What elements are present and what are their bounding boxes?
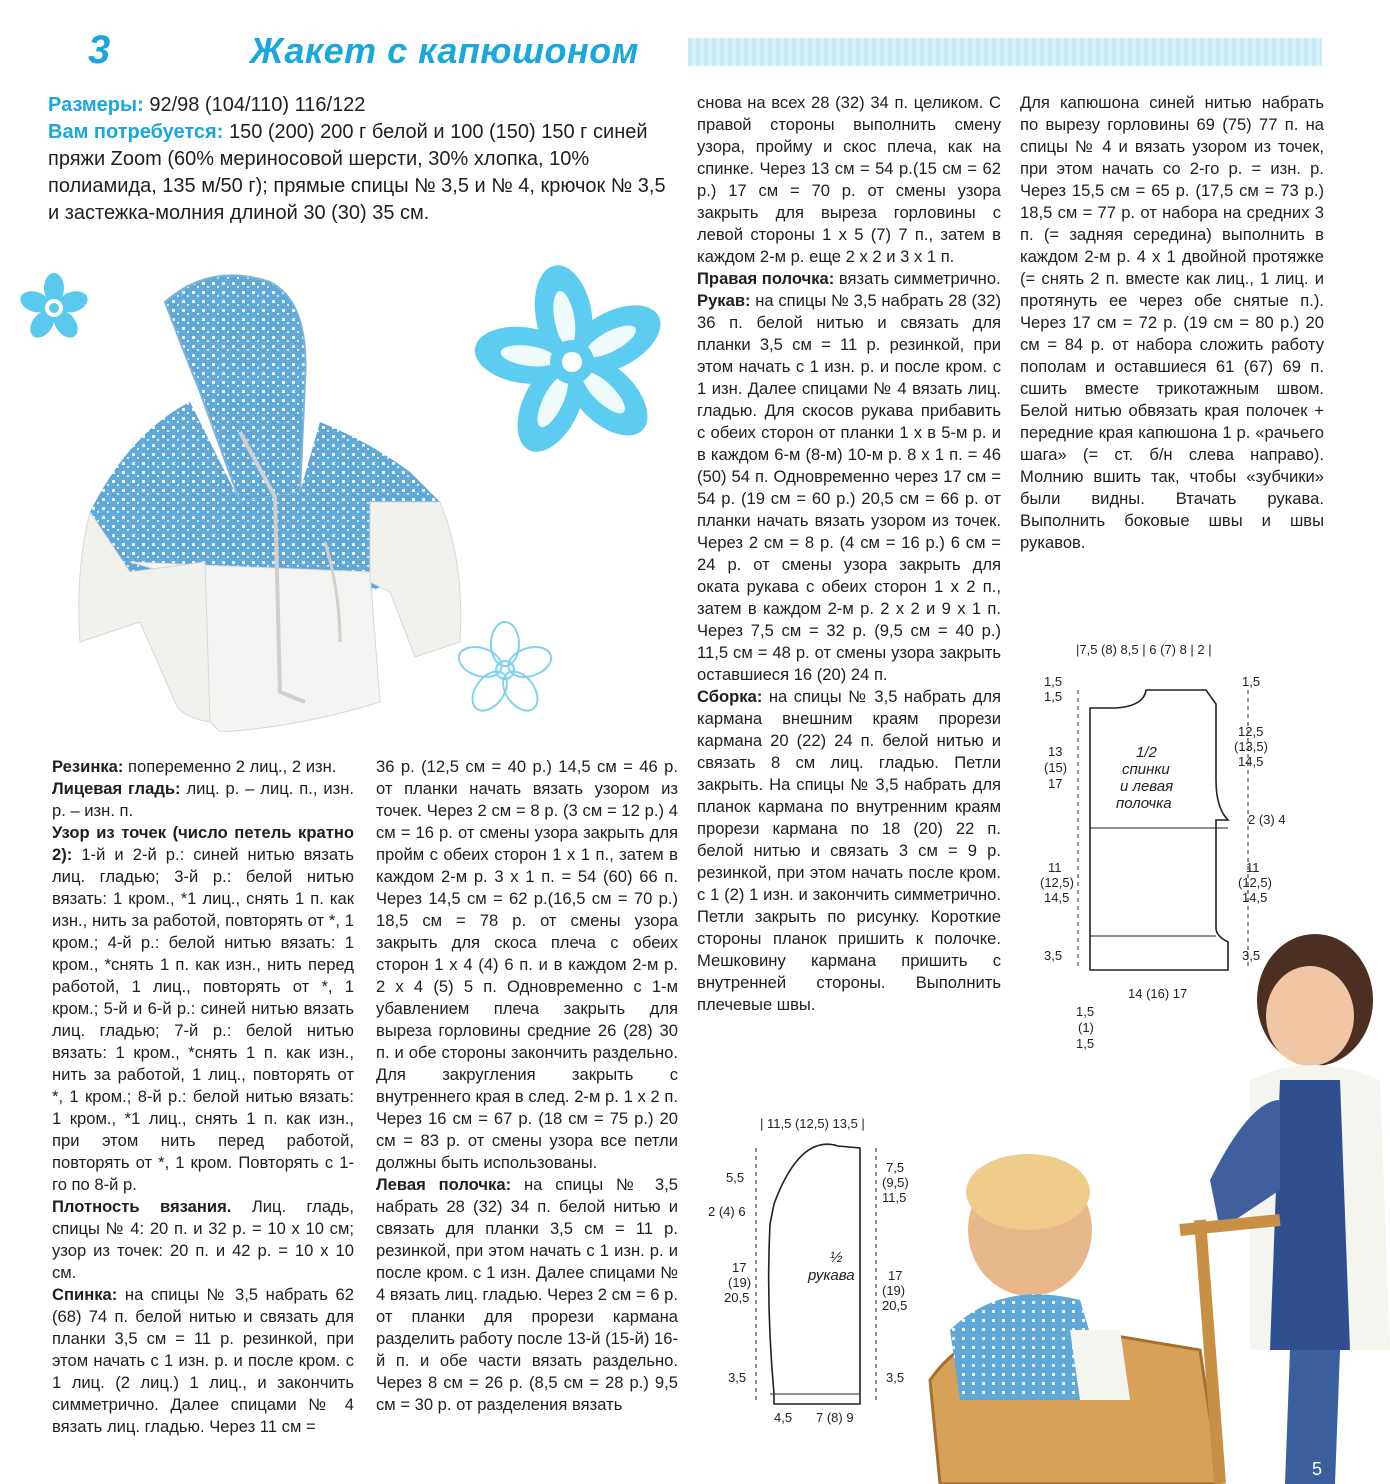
column-2 xyxy=(376,756,678,1416)
body-left-top2: 1,5 xyxy=(1044,689,1063,704)
sleeve-schematic xyxy=(700,1104,940,1434)
right-front-label: Правая полочка: xyxy=(697,269,835,288)
need-label: Вам потребуется: xyxy=(48,121,224,143)
body-left-bottom: 3,5 xyxy=(1044,948,1063,963)
sleeve-right-1-2: (9,5) xyxy=(882,1175,909,1190)
sleeve-left-4: 3,5 xyxy=(728,1370,747,1385)
sleeve-left-1: 5,5 xyxy=(726,1170,745,1185)
body-left-lower-2: (12,5) xyxy=(1040,875,1074,890)
sleeve-left-3-2: (19) xyxy=(728,1275,752,1290)
body-left-upper-2: (15) xyxy=(1044,760,1068,775)
large-flower-icon xyxy=(470,262,675,462)
sleeve-right-2-1: 17 xyxy=(888,1268,903,1283)
body-right-lower-1: 11 xyxy=(1246,860,1260,875)
sleeve-right-1-1: 7,5 xyxy=(886,1160,905,1175)
right-front-text: вязать симметрично. xyxy=(838,269,1001,288)
body-right-upper-2: (13,5) xyxy=(1234,739,1268,754)
column-4 xyxy=(1020,92,1324,554)
body-right-lower-2: (12,5) xyxy=(1238,875,1272,890)
stockinette-text: лиц. р. – лиц. п., изн. р. – изн. п. xyxy=(52,779,354,820)
sleeve-top-measure: | 11,5 (12,5) 13,5 | xyxy=(760,1116,865,1131)
children-photo xyxy=(920,930,1390,1484)
body-left-top1: 1,5 xyxy=(1044,674,1063,689)
back-label: Спинка: xyxy=(52,1285,118,1304)
sleeve-right-1-3: 11,5 xyxy=(882,1190,907,1205)
left-front-label: Левая полочка: xyxy=(376,1175,512,1194)
sleeve-left-3-1: 17 xyxy=(732,1260,747,1275)
sleeve-label-2: рукава xyxy=(808,1267,855,1284)
stockinette-label: Лицевая гладь: xyxy=(52,779,181,798)
sleeve-right-2-2: (19) xyxy=(882,1283,906,1298)
body-label-1: 1/2 xyxy=(1136,744,1157,761)
body-right-mid: 2 (3) 4 xyxy=(1248,812,1286,827)
rib-label: Резинка: xyxy=(52,757,124,776)
assembly-label: Сборка: xyxy=(697,687,763,706)
body-top-measure: |7,5 (8) 8,5 | 6 (7) 8 | 2 | xyxy=(1076,642,1212,657)
body-left-lower-1: 11 xyxy=(1048,860,1062,875)
body-label-2: спинки xyxy=(1122,761,1170,778)
assembly-text: на спицы № 3,5 набрать для кармана внешним краям прорези кармана 20 (22) 24 п. белой нитью и связать 8 см лиц. гладью. Петли закрыть. На спицы № 3,5 набрать для планок кармана по внутренним краям прорези кармана по 18 (20) 22 п. белой нитью и связать 3 см = 9 р. резинкой, при этом начать после кром. с 1 (2) 1 изн. и закончить симметрично. Петли закрыть по рисунку. Короткие стороны планок пришить к полочке. Мешковину кармана пришить с внутренней стороны. Выполнить плечевые швы. xyxy=(697,687,1001,1014)
body-left-upper-3: 17 xyxy=(1048,776,1063,791)
intro-block xyxy=(48,92,668,227)
column-1 xyxy=(52,756,354,1438)
sleeve-bottom-2: 7 (8) 9 xyxy=(816,1410,854,1425)
sleeve-left-2: 2 (4) 6 xyxy=(708,1204,746,1219)
header-band xyxy=(688,38,1322,66)
sleeve-left-3-3: 20,5 xyxy=(724,1290,750,1305)
col3-text: снова на всех 28 (32) 34 п. целиком. С правой стороны выполнить смену узора, пройму и скос плеча, как на спинке. Через 13 см = 54 р.(15 см = 62 р.) 17 см = 70 р. от смены узора закрыть для выреза горловины с левой стороны 1 х 5 (7) 7 п., затем в каждом 2-м р. еще 2 х 2 и 3 х 1 п. xyxy=(697,93,1001,266)
sizes-label: Размеры: xyxy=(48,94,144,116)
page-title: Жакет с капюшоном xyxy=(250,30,639,71)
col2-text: 36 р. (12,5 см = 40 р.) 14,5 см = 46 р. от планки начать вязать узором из точек. Через 2 см = 8 р. (3 см = 12 р.) 4 см = 16 р. от смены узора закрыть для пройм с обеих сторон 1 х 1 п., затем в каждом 2-м р. 3 х 1 п. = 54 (60) 66 п. Через 14,5 см = 62 р.(16,5 см = 70 р.) 18,5 см = 78 р. от смены узора закрыть для скоса плеча с обеих сторон 1 х 4 (4) 6 п. и в каждом 2-м р. 2 х 4 (5) 5 п. Одновременно с 1-м убавлением плеча закрыть для выреза горловины средние 26 (28) 30 п. и обе стороны закончить раздельно. Для закругления закрыть с внутреннего края в след. 2-м р. 1 х 2 п. Через 16 см = 67 р. (18 см = 75 р.) 20 см = 83 р. от смены узора все петли должны быть использованы. xyxy=(376,757,678,1172)
sleeve-label-1: ½ xyxy=(830,1249,843,1266)
body-label-4: полочка xyxy=(1116,795,1172,812)
pattern-number: 3 xyxy=(88,28,111,72)
sleeve-text: на спицы № 3,5 набрать 28 (32) 36 п. белой нитью и связать для планки 3,5 см = 11 р. резинкой, при этом начать с 1 изн. р. и после кром. с 1 изн. Далее спицами № 4 вязать лиц. гладью. Для скосов рукава прибавить с обеих сторон от планки 1 х в 5-м р. и в каждом 6-м (8-м) 10-м р. 8 х 1 п. = 46 (50) 54 п. Одновременно через 17 см = 54 р. (19 см = 60 р.) 20,5 см = 66 р. от планки начать вязать узором из точек. Через 2 см = 8 р. (4 см = 16 р.) 6 см = 24 р. от смены узора закрыть для оката рукава с обеих сторон 1 х 2 п., затем в каждом 2-м р. 2 х 2 и 9 х 1 п. Через 7,5 см = 32 р. (9,5 см = 40 р.) 11,5 см = 48 р. от смены узора закрыть оставшиеся 16 (20) 24 п. xyxy=(697,291,1001,684)
column-3 xyxy=(697,92,1001,1016)
body-bottom-width: 14 (16) 17 xyxy=(1128,986,1188,1001)
body-left-upper-1: 13 xyxy=(1048,744,1063,759)
body-right-top: 1,5 xyxy=(1242,674,1261,689)
left-front-text: на спицы № 3,5 набрать 28 (32) 34 п. белой нитью и связать для планки 3,5 см = 11 р. резинкой, при этом начать с 1 изн. р. и после кром. с 1 изн. Далее спицами № 4 вязать лиц. гладью. Через 2 см = 6 р. от планки для прорези кармана разделить работу после 13-й (15-й) 16-й п. и обе части вязать раздельно. Через 8 см = 26 р. (8,5 см = 28 р.) 9,5 см = 30 р. от разделения вязать xyxy=(376,1175,679,1414)
sleeve-right-2-3: 20,5 xyxy=(882,1298,908,1313)
body-left-lower-3: 14,5 xyxy=(1044,890,1070,905)
rib-text: попеременно 2 лиц., 2 изн. xyxy=(128,757,337,776)
gauge-text: Лиц. гладь, спицы № 4: 20 п. и 32 р. = 10 х 10 см; узор из точек: 20 п. и 42 р. = 10 х 10 см. xyxy=(52,1197,354,1282)
sizes-value: 92/98 (104/110) 116/122 xyxy=(149,94,366,116)
need-value: 150 (200) 200 г белой и 100 (150) 150 г синей пряжи Zoom (60% мериносовой шерсти, 30% хлопка, 10% полиамида, 135 м/50 г); прямые спицы № 3,5 и № 4, крючок № 3,5 и застежка-молния длиной 30 (30) 35 см. xyxy=(48,121,666,224)
sleeve-right-3: 3,5 xyxy=(886,1370,905,1385)
sleeve-bottom-1: 4,5 xyxy=(774,1410,793,1425)
body-right-upper-3: 14,5 xyxy=(1238,754,1264,769)
body-bottom-left-2: (1) xyxy=(1078,1020,1094,1035)
body-right-upper-1: 12,5 xyxy=(1238,724,1264,739)
body-bottom-left-1: 1,5 xyxy=(1076,1004,1095,1019)
footer-page-number: 5 xyxy=(1312,1459,1323,1479)
back-text: на спицы № 3,5 набрать 62 (68) 74 п. белой нитью и связать для планки 3,5 см = 11 р. резинкой, при этом начать с 1 изн. р. и после кром. с 1 лиц. (2 лиц.) 1 лиц., и закончить симметрично. Далее спицами № 4 вязать лиц. гладью. Через 11 см = xyxy=(52,1285,354,1436)
dots-text: 1-й и 2-й р.: синей нитью вязать лиц. гладью; 3-й р.: белой нитью вязать: 1 кром., *1 лиц., снять 1 п. как изн., нить за работой, повторять от *, 1 кром.; 4-й р.: белой нитью вязать: 1 кром., *снять 1 п. как изн., нить перед работой, 1 лиц., повторять от *, 1 кром.; 5-й и 6-й р.: синей нитью вязать лиц. гладью; 7-й р.: белой нитью вязать: 1 кром., *снять 1 п. как изн., нить за работой, 1 лиц., повторять от *, 1 кром.; 8-й р.: белой нитью вязать: 1 кром., *1 лиц., снять 1 п. как изн., при этом нить перед работой, повторять от *, 1 кром. Повторять с 1-го по 8-й р. xyxy=(52,845,354,1194)
sleeve-label: Рукав: xyxy=(697,291,751,310)
hooded-jacket-photo xyxy=(70,262,490,732)
body-label-3: и левая xyxy=(1120,778,1174,795)
hood-text: Для капюшона синей нитью набрать по вырезу горловины 69 (75) 77 п. на спицы № 4 и вязать узором из точек, при этом начать со 2-го р. = изн. р. Через 15,5 см = 65 р. (17,5 см = 73 р.) 18,5 см = 77 р. от набора на средних 3 п. (= задняя середина) выполнить в каждом 2-м р. 4 х 1 двойной протяжке (= снять 2 п. вместе как лиц., 1 лиц. и протянуть ее через обе снятые п.). Через 17 см = 72 р. (19 см = 80 р.) 20 см = 84 р. от набора сложить работу пополам и оставшиеся 61 (67) 69 п. сшить вместе трикотажным швом. Белой нитью обвязать края полочек + передние края капюшона 1 р. «рачьего шага» (= ст. б/н слева направо). Молнию вшить так, чтобы «зубчики» были видны. Втачать рукава. Выполнить боковые швы и швы рукавов. xyxy=(1020,93,1324,552)
body-bottom-left-3: 1,5 xyxy=(1076,1036,1095,1051)
dots-label: Узор из точек (число петель кратно 2): xyxy=(52,823,354,864)
body-right-lower-3: 14,5 xyxy=(1242,890,1268,905)
gauge-label: Плотность вязания. xyxy=(52,1197,232,1216)
body-right-bottom: 3,5 xyxy=(1242,948,1261,963)
